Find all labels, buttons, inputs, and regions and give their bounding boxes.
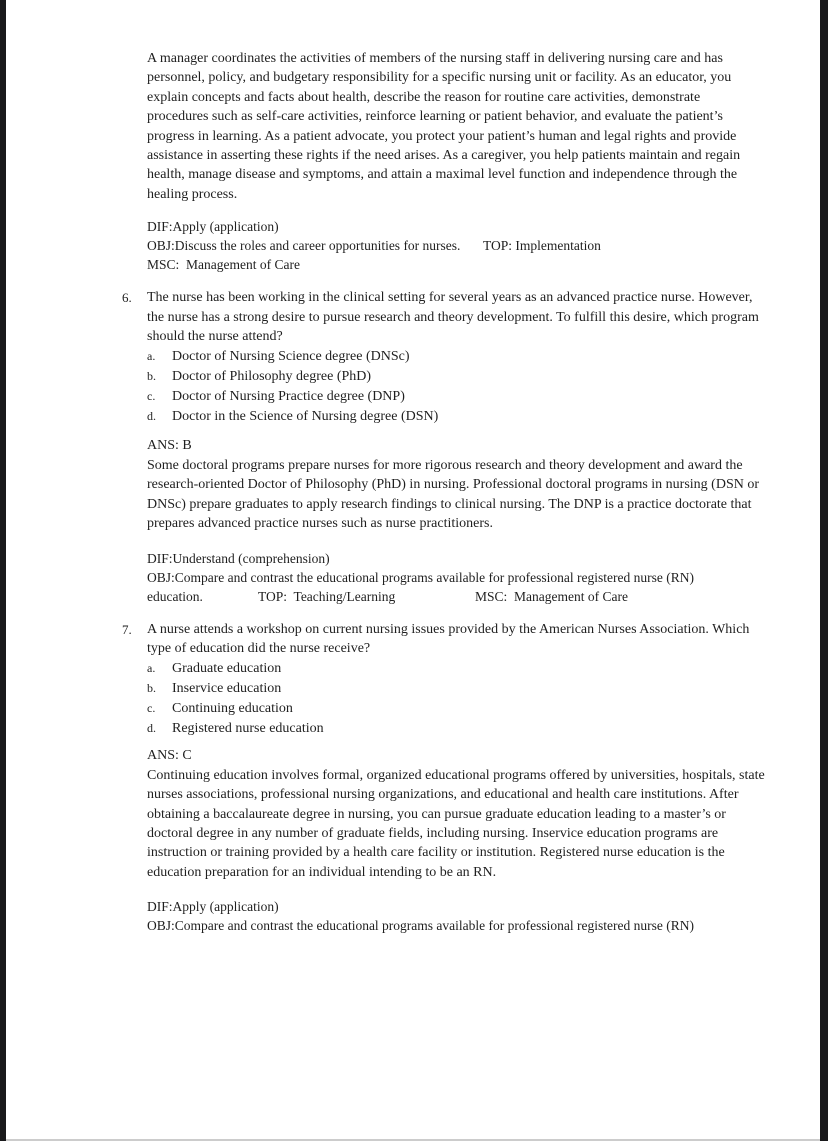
obj-top-line — [147, 236, 765, 255]
question-stem: The nurse has been working in the clinical setting for several years as an advanced practice nurse. However, the nurse has a strong desire to pursue research and theory development. To fulfill this desire, which program should the nurse attend? — [147, 290, 759, 345]
option-d — [147, 406, 765, 426]
option-a — [147, 658, 765, 678]
option-letter: a. — [147, 349, 156, 364]
meta-block-intro — [147, 217, 765, 274]
meta-block-q6 — [147, 549, 765, 606]
obj-continuation: education. — [147, 588, 203, 604]
option-text: Registered nurse education — [172, 721, 324, 737]
answer-block-q6 — [147, 436, 765, 533]
option-letter: c. — [147, 389, 156, 404]
right-edge-bar — [820, 0, 828, 1141]
option-text: Doctor of Nursing Practice degree (DNP) — [172, 389, 405, 405]
option-letter: d. — [147, 721, 156, 736]
question-number: 6. — [122, 290, 132, 306]
top-text: TOP: Implementation — [483, 238, 601, 254]
option-text: Doctor in the Science of Nursing degree (DSN) — [172, 409, 439, 425]
option-a — [147, 346, 765, 366]
msc-text: MSC: Management of Care — [475, 588, 628, 604]
option-b — [147, 678, 765, 698]
obj-text: OBJ:Discuss the roles and career opportunities for nurses. — [147, 238, 461, 254]
option-d — [147, 718, 765, 738]
option-letter: d. — [147, 409, 156, 424]
options-list — [147, 346, 765, 426]
options-list — [147, 658, 765, 738]
answer-rationale: Some doctoral programs prepare nurses for more rigorous research and theory development and award the research-oriented Doctor of Philosophy (PhD) in nursing. Professional doctoral programs in nursing (DSN or DNSc) prepare graduates to apply research findings to clinical nursing. The DNP is a practice doctorate that prepares advanced practice nurses such as nurse practitioners. — [147, 457, 760, 532]
question-number: 7. — [122, 621, 132, 637]
msc-line: MSC: Management of Care — [147, 257, 300, 273]
dif-line: DIF:Apply (application) — [147, 219, 279, 235]
option-letter: b. — [147, 681, 156, 696]
obj-top-msc-line — [147, 587, 765, 606]
option-text: Continuing education — [172, 701, 293, 717]
option-letter: a. — [147, 661, 156, 676]
option-c — [147, 698, 765, 718]
option-text: Doctor of Nursing Science degree (DNSc) — [172, 349, 410, 365]
answer-label: ANS: B — [147, 438, 192, 454]
dif-line: DIF:Understand (comprehension) — [147, 550, 330, 566]
question-7 — [122, 620, 765, 739]
left-edge-bar — [0, 0, 6, 1141]
document-page — [122, 49, 765, 935]
question-6 — [122, 288, 765, 426]
option-b — [147, 366, 765, 386]
option-letter: b. — [147, 369, 156, 384]
answer-label: ANS: C — [147, 748, 192, 764]
option-letter: c. — [147, 701, 156, 716]
obj-line: OBJ:Compare and contrast the educational programs available for professional registered nurse (RN) — [147, 918, 694, 934]
intro-paragraph: A manager coordinates the activities of members of the nursing staff in delivering nursing care and has personnel, policy, and budgetary responsibility for a specific nursing unit or facility. As an educator, you explain concepts and facts about health, describe the reason for routine care activities, demonstrate procedures such as self-care activities, reinforce learning or patient behavior, and evaluate the patient’s progress in learning. As a patient advocate, you protect your patient’s human and legal rights and provide assistance in asserting these rights if the need arises. As a caregiver, you help patients maintain and regain health, manage disease and symptoms, and attain a maximal level function and independence through the healing process. — [147, 51, 741, 202]
obj-line: OBJ:Compare and contrast the educational programs available for professional registered nurse (RN) — [147, 569, 694, 585]
question-stem: A nurse attends a workshop on current nursing issues provided by the American Nurses Association. Which type of education did the nurse receive? — [147, 621, 750, 656]
top-text: TOP: Teaching/Learning — [258, 588, 396, 604]
meta-block-q7 — [147, 897, 765, 935]
answer-block-q7 — [147, 746, 765, 882]
option-c — [147, 386, 765, 406]
option-text: Doctor of Philosophy degree (PhD) — [172, 369, 372, 385]
option-text: Graduate education — [172, 661, 282, 677]
dif-line: DIF:Apply (application) — [147, 899, 279, 915]
answer-rationale: Continuing education involves formal, organized educational programs offered by universities, hospitals, state nurses associations, professional nursing organizations, and educational and health care institutions. After obtaining a baccalaureate degree in nursing, you can pursue graduate education leading to a master’s or doctoral degree in any number of graduate fields, including nursing. Inservice education programs are instruction or training provided by a health care facility or institution. Registered nurse education is the education preparation for an individual intending to be an RN. — [147, 767, 765, 880]
option-text: Inservice education — [172, 681, 282, 697]
